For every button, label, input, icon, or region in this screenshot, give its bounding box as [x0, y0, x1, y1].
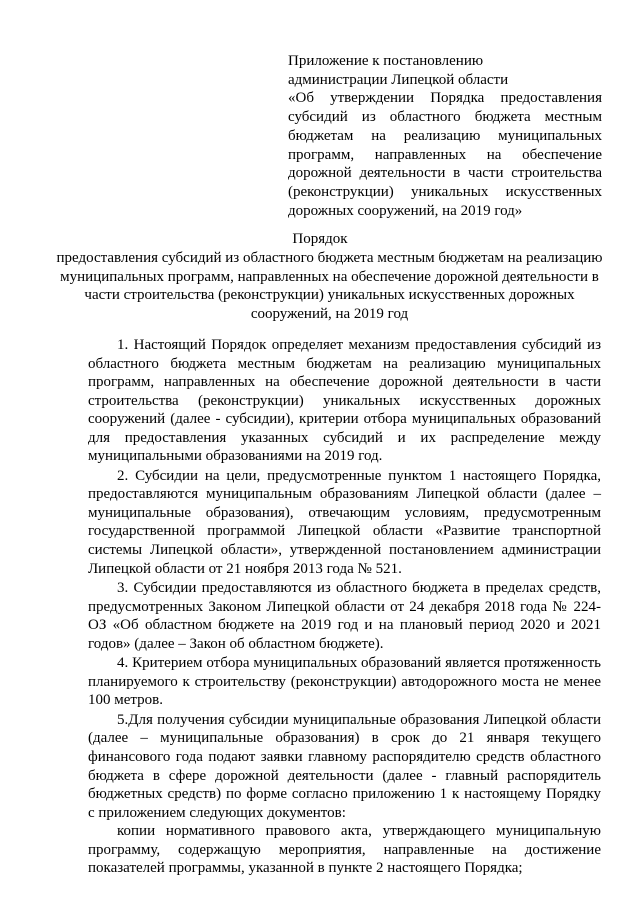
appendix-line-1: Приложение к постановлению [288, 53, 484, 69]
paragraph-4: 4. Критерием отбора муниципальных образований является протяженность планируемого к строительству (реконструкции) автодорожного моста не менее 100 метров. [88, 655, 601, 709]
paragraph-1: 1. Настоящий Порядок определяет механизм предоставления субсидий из областного бюджета местным бюджетам на реализацию муниципальных программ, направленных на обеспечение дорожной деятельности в части строительства (реконструкции) уникальных искусственных дорожных сооружений (далее - субсидии), критерии отбора муниципальных образований для предоставления указанных субсидий и их распределение между муниципальными образованиями на 2019 год. [88, 337, 601, 465]
appendix-resolution-title: «Об утверждении Порядка предоставления субсидий из областного бюджета местным бюджетам на реализацию муниципальных программ, направленных на обеспечение дорожной деятельности в части строительства (реконструкции) уникальных искусственных дорожных сооружений, на 2019 год» [288, 90, 602, 219]
appendix-line-2: администрации Липецкой области [288, 71, 509, 88]
paragraph-2: 2. Субсидии на цели, предусмотренные пунктом 1 настоящего Порядка, предоставляются муниципальным образованиям Липецкой области (далее – муниципальные образования), отвечающим условиям, предусмотренным государственной программой Липецкой области «Развитие транспортной системы Липецкой области», утвержденной постановлением администрации Липецкой области от 21 ноября 2013 года № 521. [88, 467, 601, 577]
paragraph-6: копии нормативного правового акта, утверждающего муниципальную программу, содержащую мероприятия, направленные на достижение показателей программы, указанной в пункте 2 настоящего Порядка; [88, 823, 601, 877]
document-body [88, 336, 601, 878]
paragraph-3: 3. Субсидии предоставляются из областного бюджета в пределах средств, предусмотренных Законом Липецкой области от 24 декабря 2018 года № 224-ОЗ «Об областном бюджете на 2019 год и на плановый период 2020 и 2021 годов» (далее – Закон об областном бюджете). [88, 580, 601, 652]
appendix-header [288, 52, 602, 220]
document-title: Порядок [292, 231, 348, 247]
document-subtitle: предоставления субсидий из областного бюджета местным бюджетам на реализацию муниципальных программ, направленных на обеспечение дорожной деятельности в части строительства (реконструкции) уникальных искусственных дорожных сооружений, на 2019 год [56, 250, 603, 322]
paragraph-5: 5.Для получения субсидии муниципальные образования Липецкой области (далее – муниципальные образования) в срок до 21 января текущего финансового года подают заявки главному распорядителю средств областного бюджета в сфере дорожной деятельности (далее - главный распорядитель бюджетных средств) по форме согласно приложению 1 к настоящему Порядку с приложением следующих документов: [88, 711, 601, 821]
